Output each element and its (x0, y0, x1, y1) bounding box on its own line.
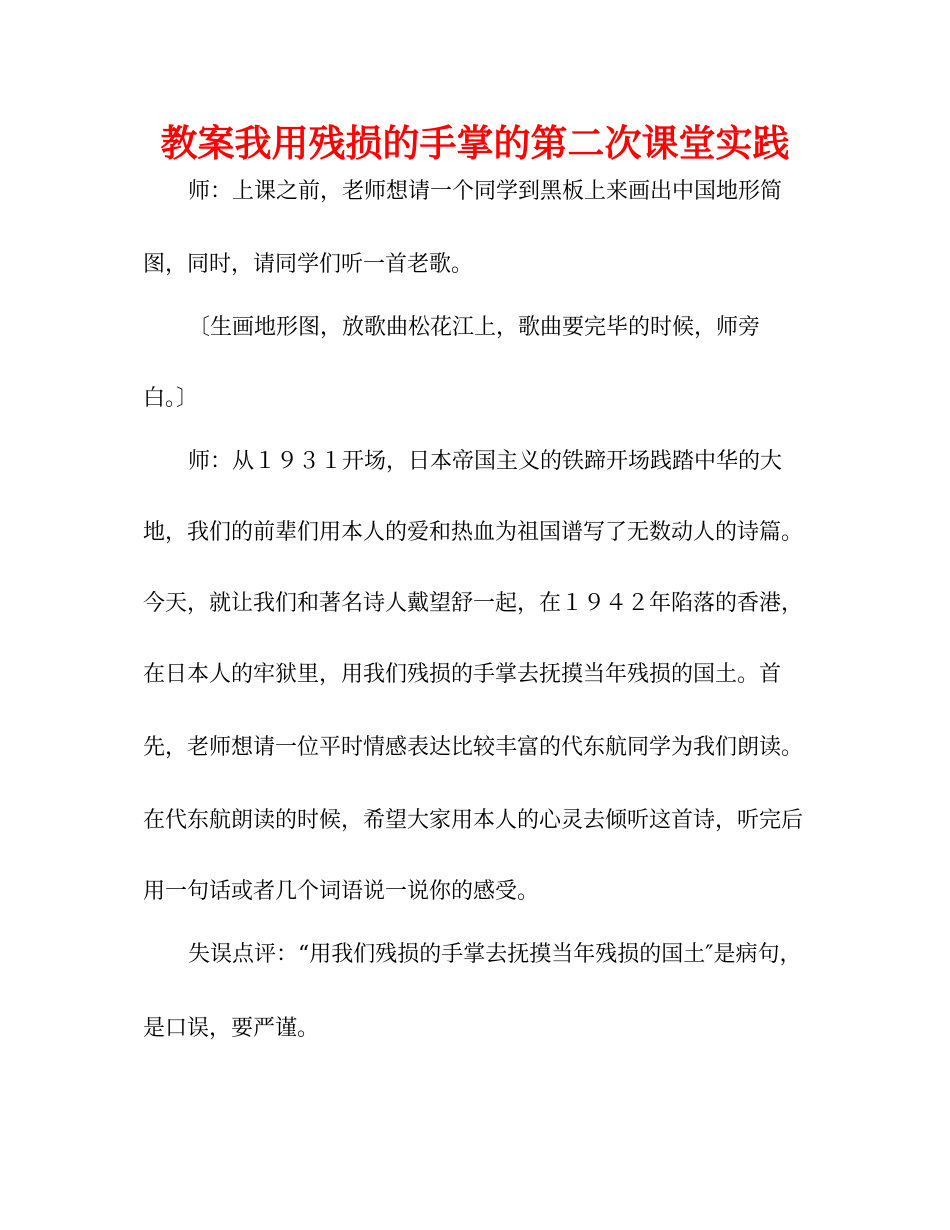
text-line: 图，同时，请同学们听一首老歌。 (143, 252, 474, 277)
text-line: 先，老师想请一位平时情感表达比较丰富的代东航同学为我们朗读。 (143, 735, 804, 760)
text-line: 在代东航朗读的时候，希望大家用本人的心灵去倾听这首诗，听完后 (143, 808, 804, 833)
text-line: 用一句话或者几个词语说一说你的感受。 (143, 879, 540, 904)
text-line: 师：从１９３１开场，日本帝国主义的铁蹄开场践踏中华的大 (188, 449, 783, 474)
text-line: 地，我们的前辈们用本人的爱和热血为祖国谱写了无数动人的诗篇。 (143, 520, 804, 545)
text-line: 师：上课之前，老师想请一个同学到黑板上来画出中国地形简 (188, 179, 783, 204)
text-line: 是口误，要严谨。 (143, 1016, 320, 1041)
text-line: 白。〕 (143, 386, 199, 411)
document-title: 教案我用残损的手掌的第二次课堂实践 (160, 122, 790, 165)
text-line: 今天，就让我们和著名诗人戴望舒一起，在１９４２年陷落的香港， (143, 591, 804, 616)
text-line: 失误点评：“用我们残损的手掌去抚摸当年残损的国土″是病句， (188, 942, 802, 967)
text-line: 在日本人的牢狱里，用我们残损的手掌去抚摸当年残损的国土。首 (143, 662, 782, 687)
text-line: 〔生画地形图，放歌曲松花江上，歌曲要完毕的时候，师旁 (188, 315, 761, 340)
